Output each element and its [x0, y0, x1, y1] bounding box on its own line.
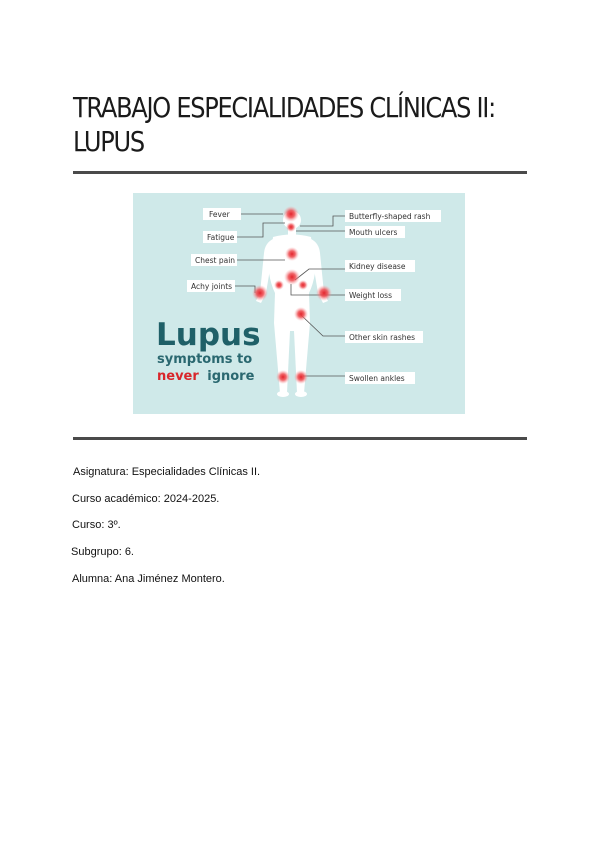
ignore-word: ignore [207, 369, 255, 384]
label-other-skin-rashes: Other skin rashes [349, 333, 416, 342]
lupus-symptoms-figure [133, 193, 465, 414]
body-silhouette [256, 211, 328, 397]
alumna-line: Alumna: Ana Jiménez Montero. [72, 573, 225, 585]
label-swollen-ankles: Swollen ankles [349, 374, 405, 383]
subgrupo-line: Subgrupo: 6. [71, 546, 134, 558]
label-butterfly-rash: Butterfly-shaped rash [349, 212, 431, 221]
figure-heading-lupus: Lupus [156, 317, 261, 353]
lupus-symptoms-illustration [133, 193, 465, 414]
label-achy-joints: Achy joints [191, 282, 233, 291]
document-title [73, 91, 495, 159]
title-line-1: TRABAJO ESPECIALIDADES CLÍNICAS II: [73, 91, 495, 124]
label-mouth-ulcers: Mouth ulcers [349, 228, 398, 237]
bottom-divider [73, 437, 527, 440]
figure-subheading-line2 [157, 367, 255, 384]
title-line-2: LUPUS [73, 125, 144, 158]
label-chest-pain: Chest pain [195, 256, 236, 265]
never-word: never [157, 369, 199, 384]
top-divider [73, 171, 527, 174]
figure-subheading: symptoms to [157, 352, 253, 367]
label-weight-loss: Weight loss [349, 291, 393, 300]
label-fatigue: Fatigue [207, 233, 235, 242]
curso-line: Curso: 3º. [72, 519, 121, 531]
asignatura-line: Asignatura: Especialidades Clínicas II. [73, 466, 261, 478]
label-fever: Fever [209, 210, 230, 219]
curso-academico-line: Curso académico: 2024-2025. [72, 493, 220, 505]
label-kidney-disease: Kidney disease [349, 262, 406, 271]
